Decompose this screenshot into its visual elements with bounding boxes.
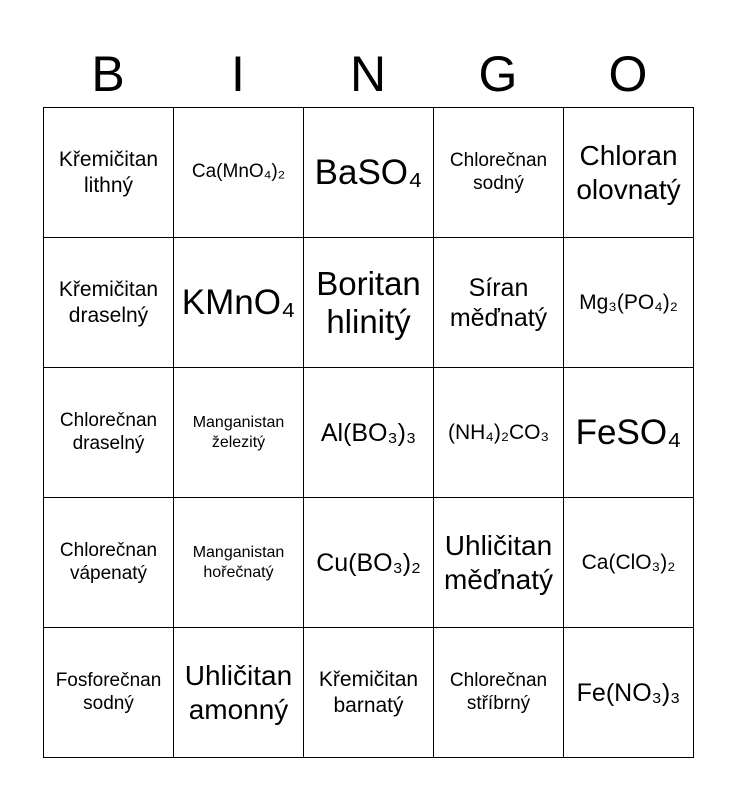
bingo-cell[interactable]: Boritan hlinitý <box>304 238 434 368</box>
header-letter-i: I <box>231 46 245 102</box>
bingo-cell[interactable]: Chloran olovnatý <box>564 108 694 238</box>
bingo-cell[interactable]: Chlorečnan stříbrný <box>434 628 564 758</box>
bingo-cell[interactable]: Manganistan hořečnatý <box>174 498 304 628</box>
bingo-cell[interactable]: BaSO₄ <box>304 108 434 238</box>
bingo-cell[interactable]: Mg₃(PO₄)₂ <box>564 238 694 368</box>
bingo-cell[interactable]: Uhličitan měďnatý <box>434 498 564 628</box>
bingo-cell[interactable]: (NH₄)₂CO₃ <box>434 368 564 498</box>
header-letter-g: G <box>478 46 518 102</box>
bingo-cell[interactable]: Chlorečnan vápenatý <box>44 498 174 628</box>
bingo-cell[interactable]: Cu(BO₃)₂ <box>304 498 434 628</box>
bingo-header <box>43 40 693 108</box>
bingo-cell[interactable]: Fosforečnan sodný <box>44 628 174 758</box>
bingo-cell[interactable]: Al(BO₃)₃ <box>304 368 434 498</box>
bingo-cell[interactable]: Síran měďnatý <box>434 238 564 368</box>
bingo-grid <box>43 107 694 758</box>
bingo-cell[interactable]: Křemičitan lithný <box>44 108 174 238</box>
header-letter-o: O <box>608 46 648 102</box>
bingo-cell[interactable]: Fe(NO₃)₃ <box>564 628 694 758</box>
bingo-cell[interactable]: Křemičitan barnatý <box>304 628 434 758</box>
bingo-cell[interactable]: KMnO₄ <box>174 238 304 368</box>
bingo-cell[interactable]: Uhličitan amonný <box>174 628 304 758</box>
bingo-cell[interactable]: Křemičitan draselný <box>44 238 174 368</box>
bingo-cell[interactable]: Ca(ClO₃)₂ <box>564 498 694 628</box>
bingo-cell[interactable]: Ca(MnO₄)₂ <box>174 108 304 238</box>
bingo-cell[interactable]: FeSO₄ <box>564 368 694 498</box>
header-letter-n: N <box>349 46 387 102</box>
bingo-cell[interactable]: Manganistan železitý <box>174 368 304 498</box>
bingo-cell[interactable]: Chlorečnan draselný <box>44 368 174 498</box>
bingo-cell[interactable]: Chlorečnan sodný <box>434 108 564 238</box>
header-letter-b: B <box>91 46 125 102</box>
